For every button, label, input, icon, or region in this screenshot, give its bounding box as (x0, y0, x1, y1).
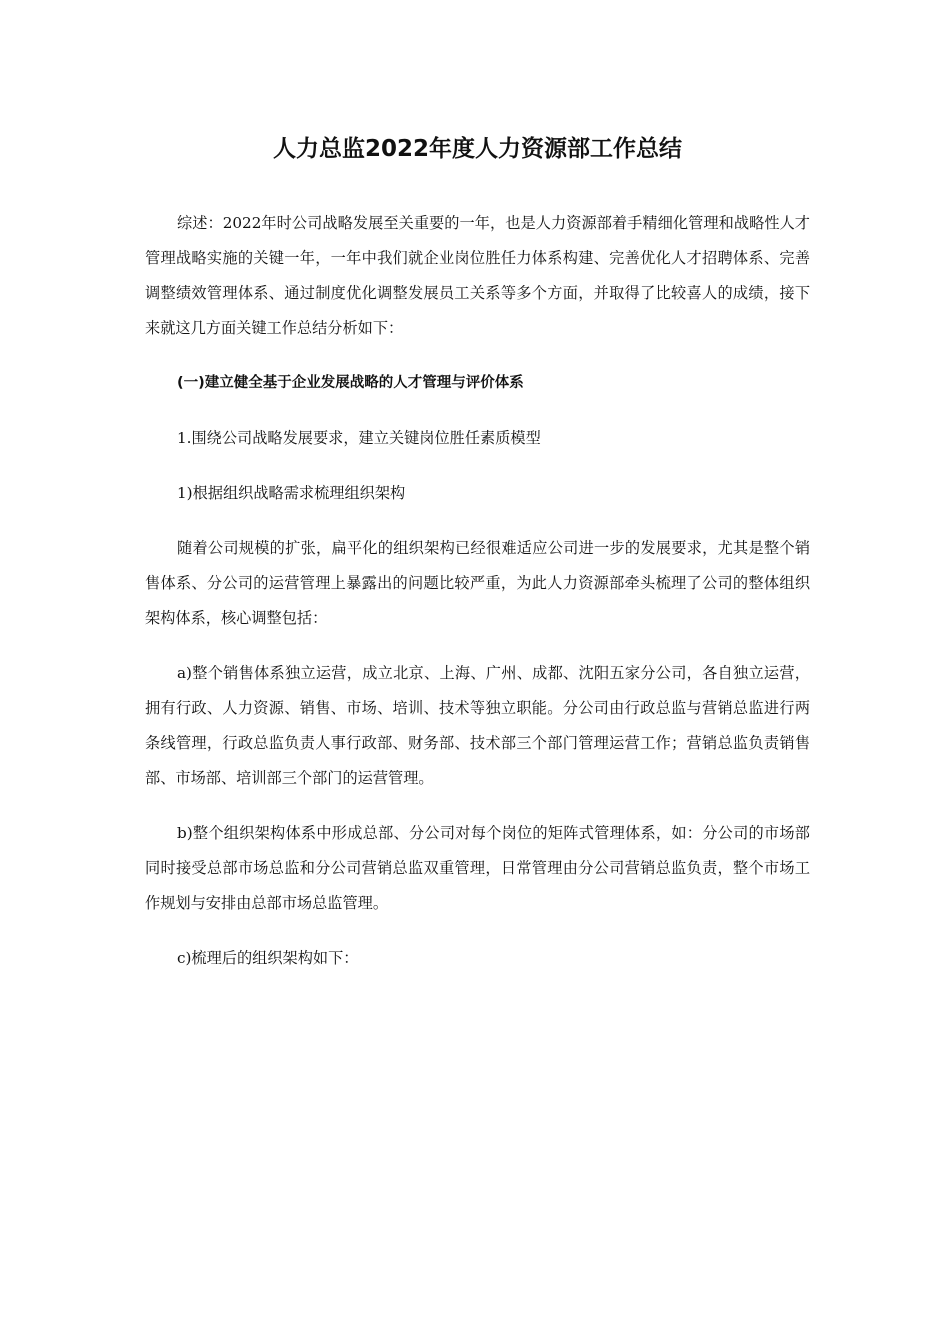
body-paragraph: 随着公司规模的扩张，扁平化的组织架构已经很难适应公司进一步的发展要求，尤其是整个销售体系、分公司的运营管理上暴露出的问题比较严重，为此人力资源部牵头梳理了公司的整体组织架构体系，核心调整包括： (145, 539, 810, 627)
document-title: 人力总监2022年度人力资源部工作总结 (272, 136, 682, 162)
list-item-c: c)梳理后的组织架构如下： (177, 949, 359, 967)
summary-paragraph: 综述：2022年时公司战略发展至关重要的一年，也是人力资源部着手精细化管理和战略性人才管理战略实施的关键一年，一年中我们就企业岗位胜任力体系构建、完善优化人才招聘体系、完善调整绩效管理体系、通过制度优化调整发展员工关系等多个方面，并取得了比较喜人的成绩，接下来就这几方面关键工作总结分析如下： (145, 214, 810, 337)
subsection-heading-1: 1.围绕公司战略发展要求，建立关键岗位胜任素质模型 (177, 429, 541, 447)
list-item-b: b)整个组织架构体系中形成总部、分公司对每个岗位的矩阵式管理体系，如：分公司的市场部同时接受总部市场总监和分公司营销总监双重管理，日常管理由分公司营销总监负责，整个市场工作规划与安排由总部市场总监管理。 (145, 824, 810, 912)
subsection-item-1: 1)根据组织战略需求梳理组织架构 (177, 484, 406, 502)
list-item-a: a)整个销售体系独立运营，成立北京、上海、广州、成都、沈阳五家分公司，各自独立运营，拥有行政、人力资源、销售、市场、培训、技术等独立职能。分公司由行政总监与营销总监进行两条线管理，行政总监负责人事行政部、财务部、技术部三个部门管理运营工作；营销总监负责销售部、市场部、培训部三个部门的运营管理。 (145, 664, 810, 787)
document-body (145, 132, 810, 996)
section-heading-1: (一)建立健全基于企业发展战略的人才管理与评价体系 (177, 375, 524, 391)
